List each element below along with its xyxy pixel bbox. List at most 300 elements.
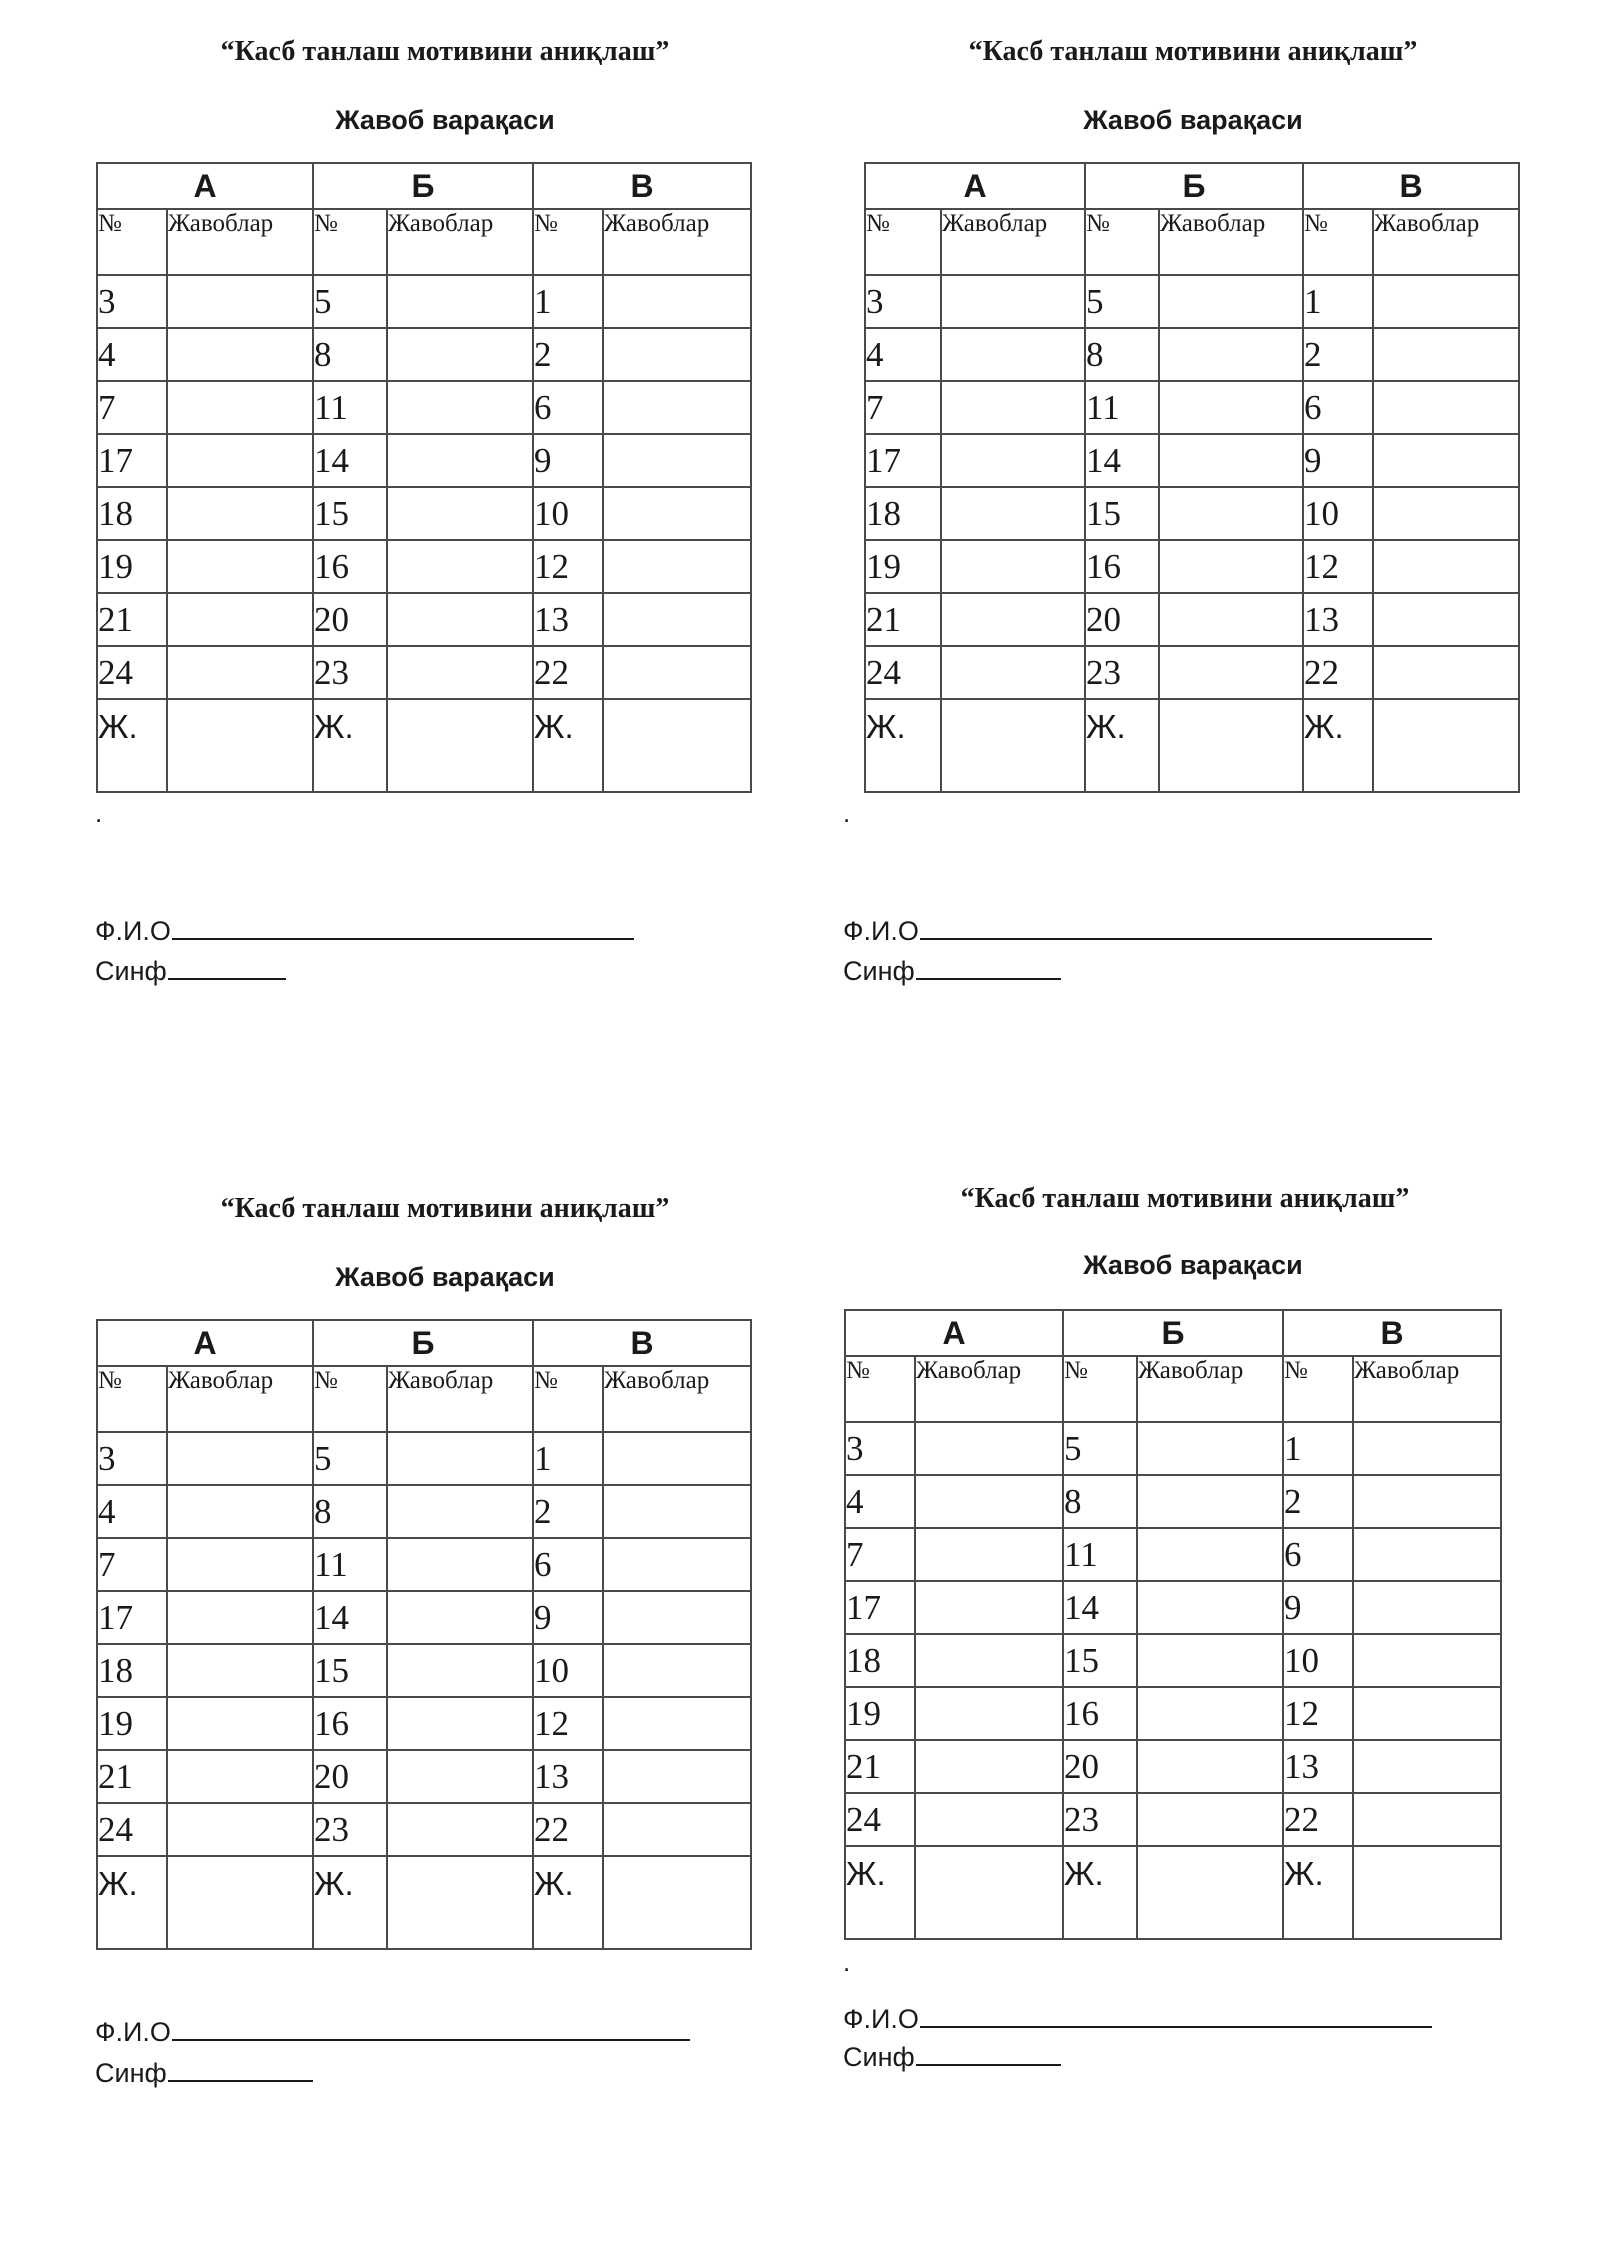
answer-cell[interactable] <box>1137 1475 1283 1528</box>
sheet-title: “Касб танлаш мотивини аниқлаш” <box>960 1183 1410 1214</box>
answer-table <box>844 1309 1502 1940</box>
answer-cell[interactable] <box>603 381 751 434</box>
answer-cell[interactable] <box>941 328 1085 381</box>
answer-cell[interactable] <box>941 699 1085 792</box>
answer-cell[interactable] <box>1373 434 1519 487</box>
question-number: 5 <box>1063 1422 1137 1475</box>
number-column-header: № <box>533 209 603 275</box>
table-row <box>865 540 1519 593</box>
question-number: 13 <box>1303 593 1373 646</box>
answer-cell[interactable] <box>387 593 533 646</box>
answer-cell[interactable] <box>387 1803 533 1856</box>
question-number: 23 <box>313 646 387 699</box>
answer-cell[interactable] <box>387 1485 533 1538</box>
class-field[interactable] <box>95 953 286 989</box>
answer-cell[interactable] <box>1159 593 1303 646</box>
answer-cell[interactable] <box>603 1856 751 1949</box>
table-row <box>865 381 1519 434</box>
answer-table <box>864 162 1520 793</box>
table-row <box>97 1644 751 1697</box>
question-number: 10 <box>1283 1634 1353 1687</box>
answer-key-label: Ж. <box>1063 1846 1137 1939</box>
question-number: 4 <box>97 328 167 381</box>
question-number: 2 <box>533 328 603 381</box>
question-number: 22 <box>533 1803 603 1856</box>
question-number: 12 <box>1283 1687 1353 1740</box>
answers-column-header: Жавоблар <box>387 1366 533 1432</box>
fio-blank-line[interactable] <box>920 934 1432 940</box>
answer-cell[interactable] <box>167 646 313 699</box>
table-row <box>865 487 1519 540</box>
answer-cell[interactable] <box>1353 1687 1501 1740</box>
question-number: 18 <box>865 487 941 540</box>
class-label: Синф <box>843 956 915 986</box>
answer-cell[interactable] <box>1373 381 1519 434</box>
question-number: 10 <box>533 487 603 540</box>
answer-cell[interactable] <box>167 275 313 328</box>
answer-cell[interactable] <box>1159 275 1303 328</box>
answers-column-header: Жавоблар <box>387 209 533 275</box>
question-number: 18 <box>97 1644 167 1697</box>
question-number: 24 <box>865 646 941 699</box>
question-number: 4 <box>845 1475 915 1528</box>
table-row <box>845 1740 1501 1793</box>
question-number: 16 <box>313 540 387 593</box>
answer-cell[interactable] <box>1373 328 1519 381</box>
question-number: 18 <box>845 1634 915 1687</box>
table-row <box>97 275 751 328</box>
answer-cell[interactable] <box>941 381 1085 434</box>
answer-cell[interactable] <box>387 487 533 540</box>
question-number: 5 <box>313 275 387 328</box>
question-number: 7 <box>865 381 941 434</box>
question-number: 20 <box>1063 1740 1137 1793</box>
question-number: 21 <box>97 593 167 646</box>
fio-field[interactable] <box>843 2001 1432 2037</box>
question-number: 14 <box>1085 434 1159 487</box>
answer-cell[interactable] <box>167 1750 313 1803</box>
answer-cell[interactable] <box>387 1697 533 1750</box>
class-blank-line[interactable] <box>168 974 286 980</box>
answer-cell[interactable] <box>1137 1846 1283 1939</box>
table-row <box>97 540 751 593</box>
answer-table <box>96 1319 752 1950</box>
table-row <box>97 381 751 434</box>
answer-key-label: Ж. <box>1085 699 1159 792</box>
answer-table <box>96 162 752 793</box>
answer-cell[interactable] <box>1159 487 1303 540</box>
fio-field[interactable] <box>95 2014 690 2050</box>
fio-blank-line[interactable] <box>920 2022 1432 2028</box>
number-column-header: № <box>845 1356 915 1422</box>
table-row <box>97 434 751 487</box>
sheet-subtitle: Жавоб варақаси <box>1083 105 1303 135</box>
answer-cell[interactable] <box>1137 1740 1283 1793</box>
answer-cell[interactable] <box>1137 1528 1283 1581</box>
answer-cell[interactable] <box>603 1644 751 1697</box>
answer-cell[interactable] <box>387 540 533 593</box>
answer-cell[interactable] <box>603 699 751 792</box>
number-column-header: № <box>313 1366 387 1432</box>
answer-key-label: Ж. <box>97 699 167 792</box>
answer-cell[interactable] <box>1353 1634 1501 1687</box>
question-number: 12 <box>533 540 603 593</box>
table-row <box>865 434 1519 487</box>
answer-cell[interactable] <box>387 1644 533 1697</box>
class-blank-line[interactable] <box>916 2060 1061 2066</box>
class-blank-line[interactable] <box>916 974 1061 980</box>
answer-cell[interactable] <box>941 540 1085 593</box>
answer-cell[interactable] <box>167 540 313 593</box>
question-number: 11 <box>1063 1528 1137 1581</box>
answer-cell[interactable] <box>915 1740 1063 1793</box>
answer-cell[interactable] <box>915 1475 1063 1528</box>
answer-cell[interactable] <box>387 699 533 792</box>
question-number: 4 <box>865 328 941 381</box>
answer-cell[interactable] <box>387 275 533 328</box>
fio-blank-line[interactable] <box>172 934 634 940</box>
group-header-row <box>97 163 751 209</box>
answer-cell[interactable] <box>915 1581 1063 1634</box>
answer-cell[interactable] <box>387 434 533 487</box>
answer-cell[interactable] <box>1373 487 1519 540</box>
number-column-header: № <box>1085 209 1159 275</box>
answers-column-header: Жавоблар <box>941 209 1085 275</box>
answer-cell[interactable] <box>915 1846 1063 1939</box>
sheet-subtitle: Жавоб варақаси <box>335 105 555 135</box>
group-a-header: А <box>845 1310 1063 1356</box>
question-number: 21 <box>865 593 941 646</box>
answer-cell[interactable] <box>915 1793 1063 1846</box>
answer-cell[interactable] <box>603 593 751 646</box>
table-row <box>865 275 1519 328</box>
question-number: 9 <box>533 434 603 487</box>
answer-cell[interactable] <box>941 646 1085 699</box>
number-column-header: № <box>97 209 167 275</box>
question-number: 11 <box>1085 381 1159 434</box>
answer-sheet-2 <box>843 0 1543 1000</box>
group-b-header: Б <box>313 1320 533 1366</box>
question-number: 22 <box>1303 646 1373 699</box>
question-number: 11 <box>313 1538 387 1591</box>
question-number: 11 <box>313 381 387 434</box>
answer-cell[interactable] <box>1353 1740 1501 1793</box>
answer-cell[interactable] <box>387 1856 533 1949</box>
question-number: 3 <box>97 275 167 328</box>
dot-mark: . <box>843 798 851 828</box>
class-label: Синф <box>843 2042 915 2072</box>
number-column-header: № <box>1283 1356 1353 1422</box>
answer-cell[interactable] <box>941 593 1085 646</box>
answer-cell[interactable] <box>387 1538 533 1591</box>
answer-cell[interactable] <box>167 381 313 434</box>
answer-cell[interactable] <box>387 381 533 434</box>
answer-cell[interactable] <box>603 1538 751 1591</box>
table-row <box>97 593 751 646</box>
question-number: 14 <box>313 1591 387 1644</box>
answer-cell[interactable] <box>1373 699 1519 792</box>
answer-cell[interactable] <box>941 434 1085 487</box>
column-header-row <box>845 1356 1501 1422</box>
question-number: 1 <box>1283 1422 1353 1475</box>
answer-cell[interactable] <box>1353 1793 1501 1846</box>
answer-cell[interactable] <box>387 646 533 699</box>
answer-cell[interactable] <box>603 646 751 699</box>
table-row <box>845 1846 1501 1939</box>
answer-cell[interactable] <box>167 328 313 381</box>
answers-column-header: Жавоблар <box>915 1356 1063 1422</box>
answer-cell[interactable] <box>603 1750 751 1803</box>
number-column-header: № <box>533 1366 603 1432</box>
answer-sheet-4 <box>843 1147 1543 2147</box>
group-v-header: В <box>1283 1310 1501 1356</box>
question-number: 10 <box>533 1644 603 1697</box>
question-number: 19 <box>97 1697 167 1750</box>
fio-label: Ф.И.О <box>95 916 171 946</box>
answers-column-header: Жавоблар <box>1159 209 1303 275</box>
answers-column-header: Жавоблар <box>603 209 751 275</box>
answer-cell[interactable] <box>941 275 1085 328</box>
answer-cell[interactable] <box>1137 1422 1283 1475</box>
question-number: 15 <box>1063 1634 1137 1687</box>
question-number: 17 <box>97 1591 167 1644</box>
answer-cell[interactable] <box>167 593 313 646</box>
sheet-subtitle: Жавоб варақаси <box>335 1262 555 1292</box>
question-number: 15 <box>313 487 387 540</box>
fio-blank-line[interactable] <box>172 2035 690 2041</box>
answer-cell[interactable] <box>167 1697 313 1750</box>
answer-cell[interactable] <box>387 328 533 381</box>
question-number: 4 <box>97 1485 167 1538</box>
question-number: 8 <box>1063 1475 1137 1528</box>
answer-cell[interactable] <box>915 1528 1063 1581</box>
answer-cell[interactable] <box>167 1803 313 1856</box>
answer-key-label: Ж. <box>865 699 941 792</box>
class-label: Синф <box>95 2058 167 2088</box>
group-header-row <box>865 163 1519 209</box>
table-row <box>97 699 751 792</box>
answer-cell[interactable] <box>167 1644 313 1697</box>
answer-key-label: Ж. <box>1303 699 1373 792</box>
answer-cell[interactable] <box>1159 434 1303 487</box>
answer-cell[interactable] <box>167 434 313 487</box>
question-number: 13 <box>1283 1740 1353 1793</box>
question-number: 23 <box>1063 1793 1137 1846</box>
answer-cell[interactable] <box>1373 540 1519 593</box>
sheet-subtitle: Жавоб варақаси <box>1083 1250 1303 1280</box>
question-number: 17 <box>845 1581 915 1634</box>
question-number: 18 <box>97 487 167 540</box>
answer-cell[interactable] <box>387 1432 533 1485</box>
class-field[interactable] <box>95 2055 313 2091</box>
question-number: 20 <box>313 1750 387 1803</box>
fio-label: Ф.И.О <box>843 2004 919 2034</box>
table-row <box>97 1591 751 1644</box>
class-field[interactable] <box>843 2039 1061 2075</box>
sheet-title: “Касб танлаш мотивини аниқлаш” <box>220 36 670 67</box>
sheet-title: “Касб танлаш мотивини аниқлаш” <box>220 1193 670 1224</box>
answers-column-header: Жавоблар <box>1137 1356 1283 1422</box>
table-row <box>865 699 1519 792</box>
sheet-title: “Касб танлаш мотивини аниқлаш” <box>968 36 1418 67</box>
answers-column-header: Жавоблар <box>167 1366 313 1432</box>
group-v-header: В <box>1303 163 1519 209</box>
table-row <box>865 328 1519 381</box>
table-row <box>97 487 751 540</box>
answer-key-label: Ж. <box>845 1846 915 1939</box>
answer-cell[interactable] <box>167 1856 313 1949</box>
answer-cell[interactable] <box>1159 646 1303 699</box>
answer-cell[interactable] <box>387 1591 533 1644</box>
table-row <box>845 1687 1501 1740</box>
answer-cell[interactable] <box>167 699 313 792</box>
question-number: 7 <box>97 1538 167 1591</box>
question-number: 3 <box>97 1432 167 1485</box>
group-a-header: А <box>97 1320 313 1366</box>
group-b-header: Б <box>313 163 533 209</box>
question-number: 14 <box>313 434 387 487</box>
question-number: 10 <box>1303 487 1373 540</box>
table-row <box>97 1432 751 1485</box>
answer-cell[interactable] <box>1159 328 1303 381</box>
question-number: 8 <box>313 1485 387 1538</box>
question-number: 23 <box>313 1803 387 1856</box>
answer-cell[interactable] <box>1353 1422 1501 1475</box>
answer-key-label: Ж. <box>313 699 387 792</box>
question-number: 21 <box>97 1750 167 1803</box>
group-b-header: Б <box>1063 1310 1283 1356</box>
question-number: 6 <box>533 381 603 434</box>
answer-cell[interactable] <box>941 487 1085 540</box>
answer-key-label: Ж. <box>313 1856 387 1949</box>
answer-cell[interactable] <box>1159 540 1303 593</box>
question-number: 2 <box>1283 1475 1353 1528</box>
fio-field[interactable] <box>95 913 634 949</box>
question-number: 12 <box>533 1697 603 1750</box>
fio-label: Ф.И.О <box>843 916 919 946</box>
table-row <box>97 1750 751 1803</box>
question-number: 19 <box>865 540 941 593</box>
fio-field[interactable] <box>843 913 1432 949</box>
table-row <box>865 646 1519 699</box>
table-row <box>845 1634 1501 1687</box>
table-row <box>865 593 1519 646</box>
question-number: 5 <box>1085 275 1159 328</box>
question-number: 20 <box>313 593 387 646</box>
group-header-row <box>845 1310 1501 1356</box>
answer-sheet-3 <box>95 1157 795 2157</box>
question-number: 22 <box>1283 1793 1353 1846</box>
answer-cell[interactable] <box>915 1634 1063 1687</box>
fio-label: Ф.И.О <box>95 2017 171 2047</box>
question-number: 8 <box>313 328 387 381</box>
answer-key-label: Ж. <box>533 1856 603 1949</box>
answer-cell[interactable] <box>915 1422 1063 1475</box>
answer-cell[interactable] <box>167 1485 313 1538</box>
question-number: 3 <box>865 275 941 328</box>
answer-cell[interactable] <box>167 1432 313 1485</box>
question-number: 9 <box>533 1591 603 1644</box>
question-number: 8 <box>1085 328 1159 381</box>
answer-cell[interactable] <box>1373 646 1519 699</box>
question-number: 1 <box>533 1432 603 1485</box>
answer-cell[interactable] <box>1137 1687 1283 1740</box>
answer-cell[interactable] <box>387 1750 533 1803</box>
number-column-header: № <box>1303 209 1373 275</box>
group-header-row <box>97 1320 751 1366</box>
class-blank-line[interactable] <box>168 2076 313 2082</box>
answer-cell[interactable] <box>167 1591 313 1644</box>
answers-column-header: Жавоблар <box>603 1366 751 1432</box>
answer-cell[interactable] <box>603 487 751 540</box>
answer-cell[interactable] <box>167 487 313 540</box>
group-b-header: Б <box>1085 163 1303 209</box>
group-a-header: А <box>97 163 313 209</box>
question-number: 7 <box>97 381 167 434</box>
answer-cell[interactable] <box>1373 275 1519 328</box>
answer-cell[interactable] <box>603 328 751 381</box>
answer-cell[interactable] <box>1353 1846 1501 1939</box>
question-number: 1 <box>1303 275 1373 328</box>
question-number: 1 <box>533 275 603 328</box>
answer-cell[interactable] <box>603 275 751 328</box>
question-number: 13 <box>533 593 603 646</box>
answer-cell[interactable] <box>1137 1634 1283 1687</box>
answer-cell[interactable] <box>1137 1581 1283 1634</box>
question-number: 6 <box>1303 381 1373 434</box>
answer-cell[interactable] <box>1137 1793 1283 1846</box>
number-column-header: № <box>97 1366 167 1432</box>
answer-cell[interactable] <box>603 1432 751 1485</box>
class-field[interactable] <box>843 953 1061 989</box>
answer-cell[interactable] <box>603 1591 751 1644</box>
answer-key-label: Ж. <box>533 699 603 792</box>
group-v-header: В <box>533 163 751 209</box>
answer-cell[interactable] <box>915 1687 1063 1740</box>
table-row <box>97 1697 751 1750</box>
table-row <box>845 1581 1501 1634</box>
answer-cell[interactable] <box>1353 1528 1501 1581</box>
answer-cell[interactable] <box>1353 1581 1501 1634</box>
question-number: 22 <box>533 646 603 699</box>
table-row <box>845 1793 1501 1846</box>
column-header-row <box>97 209 751 275</box>
answer-cell[interactable] <box>603 434 751 487</box>
answer-cell[interactable] <box>1353 1475 1501 1528</box>
table-row <box>97 1803 751 1856</box>
dot-mark: . <box>95 798 103 828</box>
question-number: 16 <box>1085 540 1159 593</box>
answer-cell[interactable] <box>603 1803 751 1856</box>
answer-cell[interactable] <box>603 540 751 593</box>
table-row <box>97 1856 751 1949</box>
answer-cell[interactable] <box>1159 699 1303 792</box>
answer-cell[interactable] <box>1373 593 1519 646</box>
question-number: 6 <box>1283 1528 1353 1581</box>
question-number: 15 <box>313 1644 387 1697</box>
answer-cell[interactable] <box>603 1697 751 1750</box>
question-number: 16 <box>313 1697 387 1750</box>
question-number: 21 <box>845 1740 915 1793</box>
question-number: 19 <box>845 1687 915 1740</box>
answer-cell[interactable] <box>603 1485 751 1538</box>
answer-cell[interactable] <box>1159 381 1303 434</box>
question-number: 17 <box>865 434 941 487</box>
question-number: 6 <box>533 1538 603 1591</box>
number-column-header: № <box>313 209 387 275</box>
answer-cell[interactable] <box>167 1538 313 1591</box>
table-row <box>845 1475 1501 1528</box>
